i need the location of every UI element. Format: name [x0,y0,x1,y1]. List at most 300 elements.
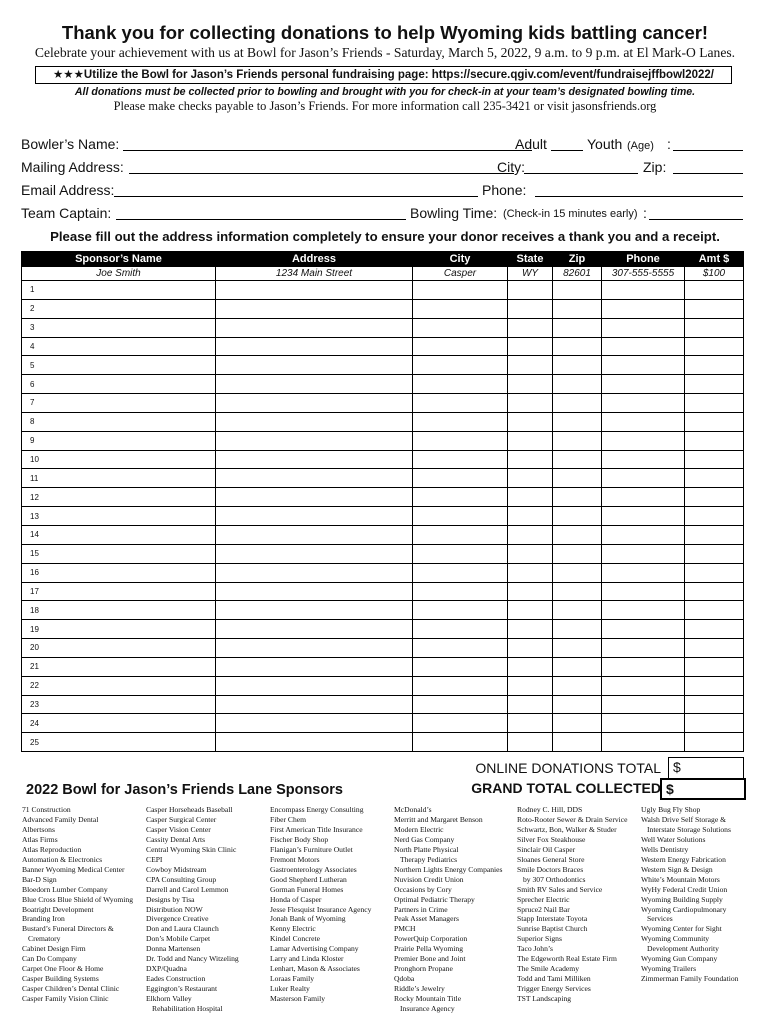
sponsor-name: Fischer Body Shop [270,834,329,844]
donor-row-cell[interactable] [508,601,553,620]
donor-row-cell[interactable] [216,469,413,488]
donor-row-cell[interactable] [685,281,744,300]
donor-row-cell[interactable] [508,450,553,469]
donor-row-cell[interactable] [602,431,685,450]
donor-row-cell[interactable] [216,356,413,375]
donor-row-cell[interactable] [602,412,685,431]
donor-row-cell[interactable] [602,639,685,658]
donor-row [22,375,744,394]
donor-row-cell[interactable] [508,469,553,488]
donor-row-cell[interactable] [216,394,413,413]
donor-row-sponsor-cell[interactable]: 15 [22,544,216,563]
sponsor-name: Atlas Firms [22,834,58,844]
donor-row-cell[interactable] [413,394,508,413]
donor-row-cell[interactable] [553,356,602,375]
donor-row-sponsor-cell[interactable]: 24 [22,714,216,733]
sponsor-name: Wyoming Center for Sight [641,924,722,934]
sponsor-name: Wyoming Community [641,934,710,944]
donor-row-cell[interactable] [216,563,413,582]
sponsor-name: Pronghorn Propane [394,964,453,974]
donor-row-cell[interactable] [216,695,413,714]
donor-row-cell[interactable] [685,544,744,563]
bowling-time-field[interactable] [649,219,743,220]
donor-row-cell[interactable] [216,733,413,752]
donor-row-cell[interactable] [508,676,553,695]
sponsor-name: Don’s Mobile Carpet [146,934,211,944]
sponsor-name: TST Landscaping [517,994,572,1004]
donor-row [22,469,744,488]
zip-field[interactable] [673,173,743,174]
donor-row-cell[interactable] [685,733,744,752]
donor-row-cell[interactable] [685,356,744,375]
donor-row-cell[interactable] [602,488,685,507]
sponsor-name: Peak Asset Managers [394,914,459,924]
donor-row-sponsor-cell[interactable]: 13 [22,507,216,526]
donor-row-cell[interactable] [508,695,553,714]
sponsor-name: Bustard’s Funeral Directors & [22,924,114,934]
sponsor-name: Honda of Casper [270,894,322,904]
col-zip: Zip [553,252,602,267]
donor-row-cell[interactable] [602,469,685,488]
city-field[interactable] [524,173,638,174]
sample-zip: 82601 [553,267,602,281]
col-address: Address [216,252,413,267]
donor-row-cell[interactable] [508,639,553,658]
sponsor-name: Smile Doctors Braces [517,864,584,874]
donor-row-cell[interactable] [216,714,413,733]
team-captain-label: Team Captain: [21,205,112,221]
sponsor-name: Northern Lights Energy Companies [394,864,503,874]
donor-row-cell[interactable] [602,356,685,375]
donor-row-sponsor-cell[interactable]: 7 [22,394,216,413]
donor-row-cell[interactable] [553,582,602,601]
sponsor-name: Rocky Mountain Title [394,994,462,1004]
sponsor-name: Wyoming Building Supply [641,894,723,904]
donor-row-cell[interactable] [553,544,602,563]
donor-row-cell[interactable] [216,582,413,601]
mailing-address-field[interactable] [129,173,514,174]
sponsor-column-4 [394,805,502,1014]
donor-row-cell[interactable] [413,563,508,582]
donor-row [22,714,744,733]
collection-notice: All donations must be collected prior to bowling and brought with you for check-in at your team’s designated bowling time. [74,86,696,98]
donor-row-cell[interactable] [553,620,602,639]
sponsor-name: Bar-D Sign [22,874,57,884]
donor-row-cell[interactable] [413,431,508,450]
donor-row-cell[interactable] [508,563,553,582]
donor-row-cell[interactable] [216,544,413,563]
sponsor-name: Advanced Family Dental [22,814,99,824]
donor-row-cell[interactable] [413,318,508,337]
donor-row-cell[interactable] [216,431,413,450]
donor-row-sponsor-cell[interactable]: 18 [22,601,216,620]
donor-row-cell[interactable] [413,695,508,714]
donor-row-sponsor-cell[interactable]: 12 [22,488,216,507]
phone-label: Phone: [482,182,527,198]
sponsor-name: DXP/Quadna [146,964,187,974]
donor-row-cell[interactable] [508,525,553,544]
donor-row-cell[interactable] [685,412,744,431]
donor-row-cell[interactable] [508,733,553,752]
donor-row-cell[interactable] [413,507,508,526]
sponsor-name: Interstate Storage Solutions [647,824,731,834]
sponsor-column-6 [641,805,738,984]
sponsor-name: Gastroenterology Associates [270,864,357,874]
donor-row-sponsor-cell[interactable]: 21 [22,657,216,676]
donor-row-cell[interactable] [685,299,744,318]
sponsor-column-1 [22,805,133,1004]
sponsor-name: Kindel Concrete [270,934,320,944]
donor-row-cell[interactable] [553,375,602,394]
sponsor-name: Good Shepherd Lutheran [270,874,347,884]
donor-row-sponsor-cell[interactable]: 6 [22,375,216,394]
donor-row-cell[interactable] [508,507,553,526]
age-field[interactable] [673,150,743,151]
donor-row-cell[interactable] [602,394,685,413]
donor-row-cell[interactable] [602,676,685,695]
sponsor-name: Automation & Electronics [22,854,103,864]
grand-total-field[interactable] [660,778,746,800]
donor-row-cell[interactable] [216,450,413,469]
sponsor-name: McDonald’s [394,805,432,814]
zip-label: Zip: [643,159,667,175]
donor-row-cell[interactable] [413,714,508,733]
donor-row-cell[interactable] [685,582,744,601]
sponsor-name: by 307 Orthodontics [523,874,586,884]
donor-row-cell[interactable] [553,469,602,488]
grand-total-label: GRAND TOTAL COLLECTED [471,780,661,796]
donor-row-sponsor-cell[interactable]: 4 [22,337,216,356]
donor-row-sponsor-cell[interactable]: 11 [22,469,216,488]
col-amount: Amt $ [685,252,744,267]
email-label: Email Address: [21,182,115,198]
sponsor-name: Boatright Development [22,904,94,914]
donor-row-cell[interactable] [685,431,744,450]
donor-row-cell[interactable] [553,714,602,733]
donor-row-cell[interactable] [216,657,413,676]
email-field[interactable] [114,196,478,197]
online-total-field[interactable] [668,757,744,779]
donor-row-cell[interactable] [602,281,685,300]
sponsor-name: Services [647,914,673,924]
donor-row-cell[interactable] [685,507,744,526]
donor-row-cell[interactable] [216,601,413,620]
sponsor-name: Ugly Bug Fly Shop [641,805,701,814]
donor-row-cell[interactable] [685,620,744,639]
donor-row [22,620,744,639]
sponsor-name: Don and Laura Claunch [146,924,219,934]
donor-row-cell[interactable] [413,450,508,469]
donor-row [22,657,744,676]
donor-row-cell[interactable] [413,544,508,563]
donor-row-cell[interactable] [685,657,744,676]
donor-row-cell[interactable] [216,337,413,356]
donor-row-sponsor-cell[interactable]: 19 [22,620,216,639]
sponsor-name: Well Water Solutions [641,834,706,844]
col-city: City [413,252,508,267]
donor-row-cell[interactable] [508,412,553,431]
donor-row-cell[interactable] [508,620,553,639]
donor-row-cell[interactable] [553,525,602,544]
donor-row-cell[interactable] [413,733,508,752]
donor-row-cell[interactable] [413,657,508,676]
donor-row-cell[interactable] [508,375,553,394]
donor-row-cell[interactable] [602,714,685,733]
donor-row-cell[interactable] [553,507,602,526]
donor-row-cell[interactable] [413,299,508,318]
donor-row-sponsor-cell[interactable]: 25 [22,733,216,752]
donor-row-cell[interactable] [413,337,508,356]
donor-row-cell[interactable] [216,375,413,394]
sponsor-name: Roto-Rooter Sewer & Drain Service [517,814,628,824]
donor-row-cell[interactable] [508,582,553,601]
donor-row-cell[interactable] [413,639,508,658]
donor-row-sponsor-cell[interactable]: 22 [22,676,216,695]
youth-label: Youth [587,136,623,152]
donor-row-cell[interactable] [508,657,553,676]
donor-row-cell[interactable] [553,695,602,714]
donor-row-sponsor-cell[interactable]: 23 [22,695,216,714]
sponsor-column-2 [146,805,239,1014]
col-phone: Phone [602,252,685,267]
donor-row-cell[interactable] [685,639,744,658]
donor-row [22,299,744,318]
adult-field[interactable] [551,150,583,151]
donor-row [22,488,744,507]
donor-row-cell[interactable] [553,337,602,356]
donor-row-sponsor-cell[interactable]: 8 [22,412,216,431]
sponsor-name: Occasions by Cory [394,884,452,894]
sponsor-name: Gorman Funeral Homes [270,884,344,894]
donor-row [22,507,744,526]
sample-state: WY [508,267,553,281]
sponsor-name: Fremont Motors [270,854,320,864]
donor-row-sponsor-cell[interactable]: 14 [22,525,216,544]
sponsor-column-5 [517,805,628,1004]
sponsor-name: White’s Mountain Motors [641,874,720,884]
donor-row-cell[interactable] [413,281,508,300]
event-subtitle: Celebrate your achievement with us at Bowl for Jason’s Friends - Saturday, March 5, 2022, 9 a.m. to 9 p.m. at El Mark-O Lanes. [34,45,736,60]
sponsor-name: Elkhorn Valley [146,994,192,1004]
donor-row-cell[interactable] [685,695,744,714]
sponsor-name: First American Title Insurance [270,824,363,834]
city-label: City: [497,159,525,175]
donor-row-cell[interactable] [553,601,602,620]
donor-row-sponsor-cell[interactable]: 2 [22,299,216,318]
donor-row-cell[interactable] [413,488,508,507]
donor-row-cell[interactable] [413,676,508,695]
col-sponsor-name: Sponsor’s Name [22,252,216,267]
donor-row [22,676,744,695]
donor-row-cell[interactable] [685,318,744,337]
sponsor-name: Premier Bone and Joint [394,954,466,964]
sponsor-name: North Platte Physical [394,844,459,854]
donor-row-cell[interactable] [602,695,685,714]
donor-row-cell[interactable] [602,544,685,563]
team-captain-row: Team Captain: Bowling Time: (Check-in 15 minutes early) : [21,203,743,223]
sponsor-name: Lenhart, Mason & Associates [270,964,360,974]
sponsor-name: Dr. Todd and Nancy Witzeling [146,954,239,964]
donor-row-cell[interactable] [602,601,685,620]
sponsor-name: Nuvision Credit Union [394,874,464,884]
donor-row-cell[interactable] [508,281,553,300]
donor-row-cell[interactable] [216,525,413,544]
sponsor-name: Merritt and Margaret Benson [394,814,483,824]
donor-row-cell[interactable] [602,318,685,337]
online-total-label: ONLINE DONATIONS TOTAL [475,760,661,776]
age-label: (Age) [627,140,654,152]
sponsor-name: Masterson Family [270,994,326,1004]
sponsor-name: Superior Signs [517,934,562,944]
donor-row-cell[interactable] [553,299,602,318]
donor-row-cell[interactable] [553,450,602,469]
sponsors-heading: 2022 Bowl for Jason’s Friends Lane Sponsors [26,782,343,798]
donor-row-cell[interactable] [602,375,685,394]
sample-phone: 307-555-5555 [602,267,685,281]
sponsor-name: Stapp Interstate Toyota [517,914,588,924]
donor-row-cell[interactable] [508,394,553,413]
donor-row-cell[interactable] [216,412,413,431]
sponsor-name: Wyoming Cardiopulmonary [641,904,727,914]
donor-row-cell[interactable] [216,488,413,507]
donor-row-cell[interactable] [508,337,553,356]
donor-row-cell[interactable] [602,563,685,582]
donor-row-cell[interactable] [553,639,602,658]
donor-row-cell[interactable] [553,488,602,507]
donor-row-cell[interactable] [553,563,602,582]
donor-row [22,601,744,620]
donor-row-sponsor-cell[interactable]: 3 [22,318,216,337]
sponsor-name: Flanigan’s Furniture Outlet [270,844,353,854]
donor-row-sponsor-cell[interactable]: 10 [22,450,216,469]
sponsor-name: Sunrise Baptist Church [517,924,588,934]
bowler-name-label: Bowler’s Name: [21,136,120,152]
donor-row-cell[interactable] [553,431,602,450]
page-title: Thank you for collecting donations to help Wyoming kids battling cancer! [61,22,709,43]
donor-row-cell[interactable] [413,375,508,394]
donor-row [22,582,744,601]
donor-row-cell[interactable] [685,714,744,733]
donor-row-sponsor-cell[interactable]: 1 [22,281,216,300]
donor-row-cell[interactable] [216,318,413,337]
donor-row-cell[interactable] [553,281,602,300]
bowling-time-label: Bowling Time: [410,205,498,221]
donor-row-cell[interactable] [508,488,553,507]
donor-row-cell[interactable] [216,620,413,639]
donor-row-sponsor-cell[interactable]: 9 [22,431,216,450]
donor-row-cell[interactable] [685,469,744,488]
donor-row-cell[interactable] [553,657,602,676]
donor-row-cell[interactable] [685,337,744,356]
donor-row-cell[interactable] [216,507,413,526]
donor-row-cell[interactable] [685,525,744,544]
sponsor-name: Riddle’s Jewelry [394,984,445,994]
donor-row-cell[interactable] [602,582,685,601]
mailing-address-label: Mailing Address: [21,159,124,175]
donor-row-cell[interactable] [685,375,744,394]
sponsor-name: CPA Consulting Group [146,874,217,884]
donor-row-cell[interactable] [553,394,602,413]
phone-field[interactable] [535,196,743,197]
donor-row-sponsor-cell[interactable]: 17 [22,582,216,601]
donor-row-cell[interactable] [508,356,553,375]
donor-row-cell[interactable] [553,318,602,337]
donor-row-cell[interactable] [413,525,508,544]
sponsor-name: Distribution NOW [146,904,203,914]
donor-row-cell[interactable] [685,450,744,469]
donor-row [22,639,744,658]
donor-row-cell[interactable] [553,733,602,752]
donor-row-cell[interactable] [413,582,508,601]
col-state: State [508,252,553,267]
donor-row-sponsor-cell[interactable]: 5 [22,356,216,375]
bowler-name-field[interactable] [123,150,532,151]
sponsor-name: Development Authority [647,944,719,954]
donor-row-cell[interactable] [602,450,685,469]
sponsor-name: Modern Electric [394,824,444,834]
sponsor-name: Larry and Linda Kloster [270,954,344,964]
donor-row-cell[interactable] [508,544,553,563]
donor-row-cell[interactable] [685,601,744,620]
donor-row-cell[interactable] [216,281,413,300]
sponsor-name: Crematory [28,934,61,944]
donor-row-cell[interactable] [602,337,685,356]
donor-row-cell[interactable] [508,431,553,450]
donor-row-cell[interactable] [602,507,685,526]
sponsor-name: Smith RV Sales and Service [517,884,603,894]
sponsor-name: Schwartz, Bon, Walker & Studer [517,824,617,834]
fundraising-page-banner: ★★★Utilize the Bowl for Jason’s Friends personal fundraising page: https://secure.qgiv.com/event/fundraisejffbowl2022/ [35,66,732,84]
donor-row-cell[interactable] [508,318,553,337]
donor-row-cell[interactable] [216,639,413,658]
donor-row-cell[interactable] [602,525,685,544]
donor-row-cell[interactable] [413,620,508,639]
donor-row-cell[interactable] [685,676,744,695]
donor-row-cell[interactable] [685,488,744,507]
donor-row-cell[interactable] [553,412,602,431]
donor-row-cell[interactable] [413,356,508,375]
donor-row-cell[interactable] [553,676,602,695]
donor-row-cell[interactable] [602,733,685,752]
donor-row-cell[interactable] [602,657,685,676]
sponsor-name: Luker Realty [270,984,310,994]
sponsor-name: PowerQuip Corporation [394,934,468,944]
sponsor-name: Donna Martensen [146,944,201,954]
donor-row-sponsor-cell[interactable]: 16 [22,563,216,582]
sponsor-name: Kenny Electric [270,924,316,934]
donor-row-cell[interactable] [216,676,413,695]
donor-row-cell[interactable] [508,299,553,318]
donor-row [22,356,744,375]
sponsor-name: Casper Family Vision Clinic [22,994,109,1004]
donor-row-cell[interactable] [413,469,508,488]
donor-row-cell[interactable] [602,620,685,639]
sponsor-name: Albertsons [22,824,55,834]
team-captain-field[interactable] [116,219,406,220]
donor-row-sponsor-cell[interactable]: 20 [22,639,216,658]
sponsor-name: Encompass Energy Consulting [270,805,364,814]
donor-row-cell[interactable] [602,299,685,318]
donor-row-cell[interactable] [685,394,744,413]
donor-row-cell[interactable] [216,299,413,318]
donor-row-cell[interactable] [413,412,508,431]
donor-row-cell[interactable] [413,601,508,620]
sponsor-name: Carpet One Floor & Home [22,964,104,974]
donor-row-cell[interactable] [685,563,744,582]
sponsor-name: Designs by Tisa [146,894,195,904]
donor-row [22,733,744,752]
donor-row-cell[interactable] [508,714,553,733]
